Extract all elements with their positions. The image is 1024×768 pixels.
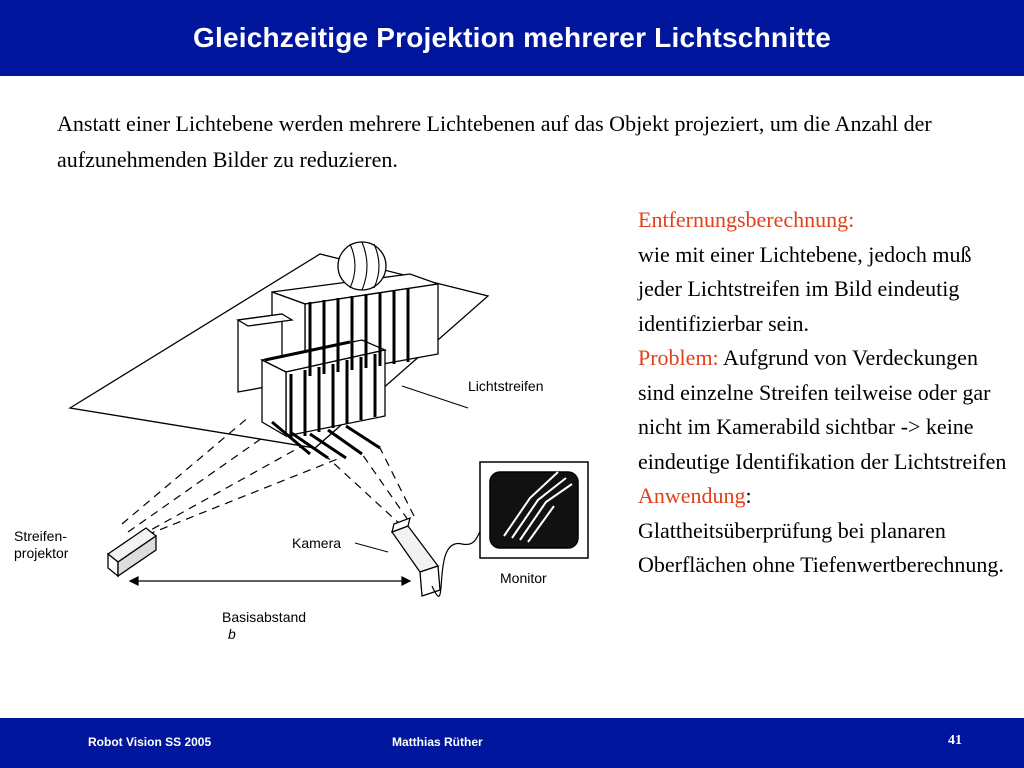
title-bar bbox=[0, 0, 1024, 76]
label-basisabstand-var: b bbox=[228, 626, 236, 642]
page-number: 41 bbox=[948, 733, 962, 748]
label-basisabstand bbox=[222, 592, 306, 643]
heading-problem: Problem: bbox=[638, 345, 719, 370]
body-problem: Aufgrund von Verdeckungen sind einzelne Streifen teilweise oder gar nicht im Kamerabild sichtbar -> keine eindeutige Identifikation der Lichtstreifen bbox=[638, 345, 1007, 474]
figure-drawing bbox=[10, 236, 610, 616]
intro-text bbox=[57, 106, 1017, 178]
body-entfernungsberechnung: wie mit einer Lichtebene, jedoch muß jeder Lichtstreifen im Bild eindeutig identifizierbar sein. bbox=[638, 241, 972, 336]
label-monitor: Monitor bbox=[500, 570, 547, 586]
label-basisabstand-text: Basisabstand bbox=[222, 609, 307, 625]
label-kamera: Kamera bbox=[292, 535, 342, 551]
anwendung-colon: : bbox=[745, 483, 752, 508]
heading-entfernungsberechnung: Entfernungsberechnung: bbox=[638, 207, 855, 232]
slide-title: Gleichzeitige Projektion mehrerer Lichtschnitte bbox=[192, 22, 831, 53]
label-streifenprojektor: Streifen- projektor bbox=[14, 528, 69, 561]
footer-course: Robot Vision SS 2005 bbox=[88, 735, 212, 749]
side-text bbox=[638, 203, 1018, 583]
footer-bar bbox=[0, 718, 1024, 768]
structured-light-figure bbox=[10, 236, 610, 642]
footer-author: Matthias Rüther bbox=[392, 735, 483, 749]
heading-anwendung: Anwendung bbox=[638, 483, 746, 508]
monitor-device bbox=[480, 462, 588, 558]
projector-device bbox=[108, 528, 156, 576]
intro-paragraph: Anstatt einer Lichtebene werden mehrere Lichtebenen auf das Objekt projeziert, um die Anzahl der aufzunehmenden Bilder zu reduzieren. bbox=[57, 111, 932, 172]
camera-device bbox=[392, 518, 440, 596]
label-lichtstreifen: Lichtstreifen bbox=[468, 378, 544, 394]
body-anwendung: Glattheitsüberprüfung bei planaren Oberflächen ohne Tiefenwertberechnung. bbox=[638, 517, 1004, 577]
